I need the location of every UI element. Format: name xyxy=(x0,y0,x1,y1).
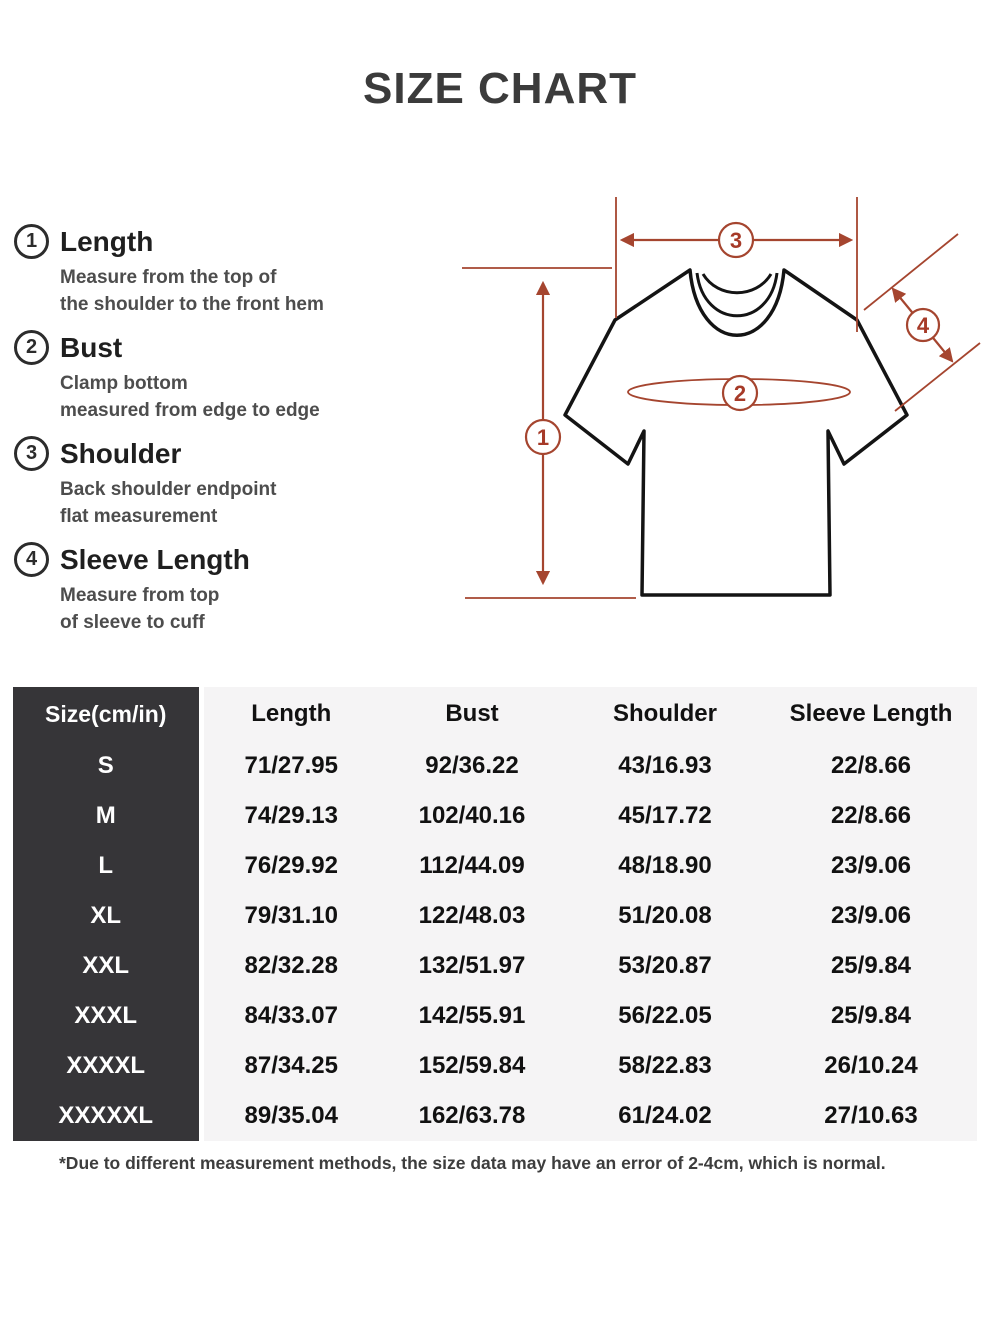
measurement-heading xyxy=(14,330,444,365)
diagram-marker-4 xyxy=(907,309,939,341)
table-row xyxy=(13,941,977,991)
sleeve-extension-line-lower xyxy=(895,343,980,411)
measurement-cell: 82/32.28 xyxy=(201,941,379,991)
measurement-cell: 112/44.09 xyxy=(379,841,565,891)
table-row xyxy=(13,791,977,841)
measurement-cell: 89/35.04 xyxy=(201,1091,379,1141)
diagram-marker-3-label: 3 xyxy=(729,228,743,253)
collar-back-line xyxy=(703,274,771,293)
measurement-cell: 23/9.06 xyxy=(765,891,977,941)
footnote: *Due to different measurement methods, the size data may have an error of 2-4cm, which is normal. xyxy=(59,1153,886,1173)
collar-inner-line xyxy=(697,273,777,316)
measurement-cell: 48/18.90 xyxy=(565,841,765,891)
size-table xyxy=(13,687,980,1141)
tshirt-diagram xyxy=(440,185,1000,650)
size-label: S xyxy=(13,741,201,791)
size-table-body xyxy=(13,741,977,1141)
column-header: Shoulder xyxy=(565,687,765,741)
measurement-name: Bust xyxy=(60,331,123,363)
measurement-desc-line: Measure from top xyxy=(60,585,220,606)
diagram-marker-1 xyxy=(526,420,560,454)
size-label: L xyxy=(13,841,201,891)
diagram-marker-3 xyxy=(719,223,753,257)
diagram-marker-4-label: 4 xyxy=(916,313,930,338)
column-header: Length xyxy=(201,687,379,741)
measurement-number-badge: 2 xyxy=(14,330,49,365)
measurement-cell: 51/20.08 xyxy=(565,891,765,941)
measurement-cell: 102/40.16 xyxy=(379,791,565,841)
measurement-cell: 162/63.78 xyxy=(379,1091,565,1141)
size-label: XL xyxy=(13,891,201,941)
measurement-cell: 76/29.92 xyxy=(201,841,379,891)
table-row xyxy=(13,741,977,791)
size-column-header: Size(cm/in) xyxy=(13,687,201,741)
measurement-cell: 74/29.13 xyxy=(201,791,379,841)
measurement-list xyxy=(14,224,444,648)
measurement-cell: 26/10.24 xyxy=(765,1041,977,1091)
table-row xyxy=(13,891,977,941)
measurement-cell: 84/33.07 xyxy=(201,991,379,1041)
measurement-cell: 122/48.03 xyxy=(379,891,565,941)
measurement-cell: 142/55.91 xyxy=(379,991,565,1041)
measurement-cell: 71/27.95 xyxy=(201,741,379,791)
measurement-cell: 25/9.84 xyxy=(765,991,977,1041)
diagram-marker-2-label: 2 xyxy=(733,381,747,406)
measurement-desc-line: flat measurement xyxy=(60,506,218,527)
column-header: Sleeve Length xyxy=(765,687,977,741)
measurement-desc-line: Clamp bottom xyxy=(60,373,188,394)
measurement-cell: 92/36.22 xyxy=(379,741,565,791)
measurement-cell: 87/34.25 xyxy=(201,1041,379,1091)
measurement-description xyxy=(60,370,444,424)
measurement-cell: 27/10.63 xyxy=(765,1091,977,1141)
sleeve-extension-line-upper xyxy=(864,234,958,310)
table-row xyxy=(13,841,977,891)
size-label: M xyxy=(13,791,201,841)
measurement-number-badge: 4 xyxy=(14,542,49,577)
measurement-description xyxy=(60,264,444,318)
measurement-item xyxy=(14,224,444,318)
measurement-cell: 152/59.84 xyxy=(379,1041,565,1091)
measurement-cell: 132/51.97 xyxy=(379,941,565,991)
size-label: XXXXXL xyxy=(13,1091,201,1141)
measurement-description xyxy=(60,582,444,636)
measurement-cell: 23/9.06 xyxy=(765,841,977,891)
size-label: XXXXL xyxy=(13,1041,201,1091)
measurement-heading xyxy=(14,224,444,259)
measurement-cell: 22/8.66 xyxy=(765,741,977,791)
measurement-cell: 45/17.72 xyxy=(565,791,765,841)
table-row xyxy=(13,1041,977,1091)
measurement-cell: 53/20.87 xyxy=(565,941,765,991)
measurement-item xyxy=(14,330,444,424)
measurement-cell: 56/22.05 xyxy=(565,991,765,1041)
page-title: SIZE CHART xyxy=(363,64,637,113)
measurement-name: Length xyxy=(60,225,154,257)
measurement-description xyxy=(60,476,444,530)
measurement-desc-line: Measure from the top of xyxy=(60,267,277,288)
measurement-cell: 22/8.66 xyxy=(765,791,977,841)
measurement-heading xyxy=(14,436,444,471)
tshirt-outline xyxy=(565,270,907,595)
measurement-cell: 79/31.10 xyxy=(201,891,379,941)
measurement-desc-line: of sleeve to cuff xyxy=(60,612,205,633)
measurement-name: Shoulder xyxy=(60,437,182,469)
measurement-desc-line: the shoulder to the front hem xyxy=(60,294,324,315)
column-header: Bust xyxy=(379,687,565,741)
table-row xyxy=(13,991,977,1041)
measurement-heading xyxy=(14,542,444,577)
measurement-name: Sleeve Length xyxy=(60,543,250,575)
size-label: XXL xyxy=(13,941,201,991)
table-row xyxy=(13,1091,977,1141)
diagram-marker-2 xyxy=(723,376,757,410)
measurement-desc-line: measured from edge to edge xyxy=(60,400,320,421)
measurement-item xyxy=(14,542,444,636)
measurement-desc-line: Back shoulder endpoint xyxy=(60,479,277,500)
measurement-number-badge: 1 xyxy=(14,224,49,259)
measurement-number-badge: 3 xyxy=(14,436,49,471)
measurement-cell: 58/22.83 xyxy=(565,1041,765,1091)
size-label: XXXL xyxy=(13,991,201,1041)
measurement-item xyxy=(14,436,444,530)
measurement-cell: 43/16.93 xyxy=(565,741,765,791)
measurement-cell: 25/9.84 xyxy=(765,941,977,991)
measurement-cell: 61/24.02 xyxy=(565,1091,765,1141)
diagram-marker-1-label: 1 xyxy=(536,425,550,450)
table-header-row xyxy=(13,687,977,741)
